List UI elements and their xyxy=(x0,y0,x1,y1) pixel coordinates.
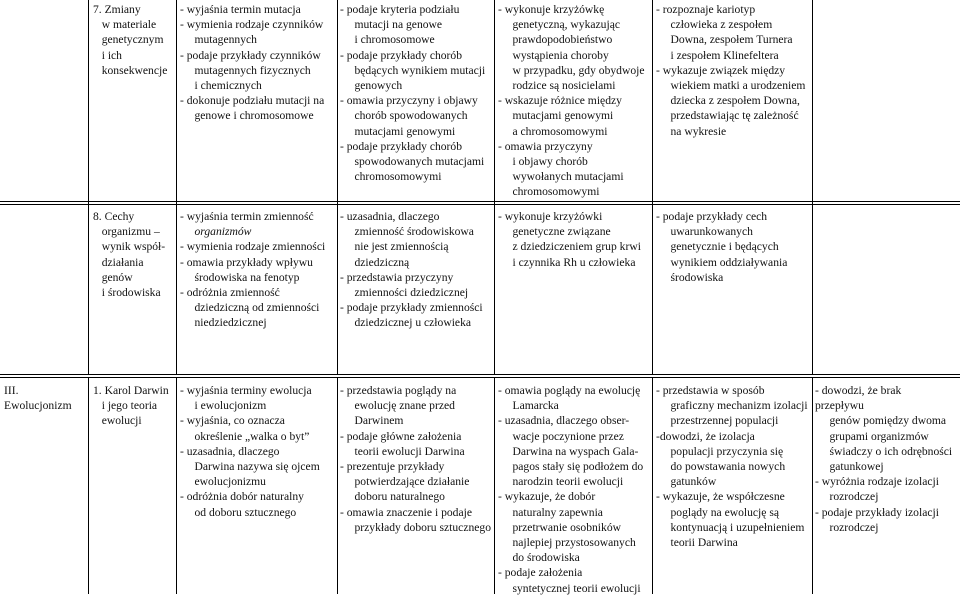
row8-requirements-dobra xyxy=(498,209,641,270)
text-line: pagos stały się podłożem do xyxy=(498,460,644,474)
text-line: i jego teoria xyxy=(93,399,158,413)
table-rule xyxy=(337,377,338,594)
text-line: genowych xyxy=(340,79,403,93)
text-line: i środowiska xyxy=(93,286,161,300)
text-line: - podaje przykłady izolacji xyxy=(815,505,939,519)
text-line: Darwina nazywa się ojcem xyxy=(180,460,320,474)
text-line: - odróżnia zmienność xyxy=(180,286,280,300)
text-line: genowe i chromosomowe xyxy=(180,109,314,123)
text-line: przepływu xyxy=(815,399,864,413)
text-line: - wykonuje krzyżówki xyxy=(498,210,603,223)
text-line: - dowodzi, że brak xyxy=(815,384,902,397)
text-line: i ich xyxy=(93,48,122,62)
text-line: kontynuacją i uzupełnieniem xyxy=(656,520,805,534)
text-line: wynikiem oddziaływania xyxy=(656,255,788,269)
text-line: - podaje przykłady czynników xyxy=(180,48,321,62)
text-line: - przedstawia w sposób xyxy=(656,384,765,397)
text-line: chromosomowymi xyxy=(340,170,442,184)
text-line: i chemicznych xyxy=(180,79,262,93)
text-line: potwierdzające działanie xyxy=(340,475,470,489)
text-line: nie jest zmiennością xyxy=(340,240,449,254)
text-line: Downa, zespołem Turnera xyxy=(656,33,793,47)
text-line: gatunkowej xyxy=(815,460,884,474)
table-rule xyxy=(0,377,960,378)
text-line: - podaje przykłady chorób xyxy=(340,48,463,62)
text-line: - dokonuje podziału mutacji na xyxy=(180,94,325,108)
row8-requirements-dostateczna xyxy=(340,209,483,331)
text-line: - wykazuje związek między xyxy=(656,63,786,77)
table-rule xyxy=(0,374,960,375)
text-line: wynik współ- xyxy=(93,240,166,254)
text-line: - przedstawia przyczyny xyxy=(340,270,454,284)
text-line: genetycznie i będących xyxy=(656,240,779,254)
text-line: na wykresie xyxy=(656,124,727,138)
text-line: mutagennych xyxy=(180,33,257,47)
text-line: - wyróżnia rodzaje izolacji xyxy=(815,475,939,489)
text-line: -dowodzi, że izolacja xyxy=(656,429,755,443)
text-line: mutacjami genowymi xyxy=(340,124,456,138)
text-line: - uzasadnia, dlaczego xyxy=(180,444,280,458)
evolution-requirements-celujaca xyxy=(815,383,952,535)
text-line: - wykazuje, że dobór xyxy=(498,490,596,504)
text-line: przedstawiając tę zależność xyxy=(656,109,799,123)
text-line: Ewolucjonizm xyxy=(4,399,72,413)
text-line: mutagennych fizycznych xyxy=(180,63,311,77)
text-line: konsekwencje xyxy=(93,63,168,77)
text-line: dziedziczną od zmienności xyxy=(180,301,320,315)
row8-requirements-dopuszczajaca xyxy=(180,209,325,331)
text-line: genów pomiędzy dwoma xyxy=(815,414,947,428)
evolution-topic xyxy=(93,383,169,429)
text-line: 8. Cechy xyxy=(93,210,135,223)
text-line: III. xyxy=(4,384,19,397)
row7-topic xyxy=(93,2,167,78)
text-line: dziedzicznej u człowieka xyxy=(340,316,472,330)
text-line: - uzasadnia, dlaczego xyxy=(340,210,440,223)
text-line: - podaje główne założenia xyxy=(340,429,462,443)
text-line: chorób spowodowanych xyxy=(340,109,468,123)
text-line: - rozpoznaje kariotyp xyxy=(656,3,756,16)
text-line: - omawia poglądy na ewolucję xyxy=(498,384,641,397)
text-line: - wyjaśnia termin zmienność xyxy=(180,210,314,223)
text-line: określenie „walka o byt” xyxy=(180,429,310,443)
text-line: populacji przyczynia się xyxy=(656,444,784,458)
text-line: - wyjaśnia terminy ewolucja xyxy=(180,384,312,397)
table-rule xyxy=(88,0,89,375)
text-line: - omawia przyczyny i objawy xyxy=(340,94,478,108)
text-line: z dziedziczeniem grup krwi xyxy=(498,240,641,254)
text-line: ewolucjonizmu xyxy=(180,475,266,489)
table-rule xyxy=(0,204,960,205)
text-line: ewolucji xyxy=(93,414,142,428)
text-line: mutacjami genowymi xyxy=(498,109,614,123)
text-line: organizmu – xyxy=(93,225,160,239)
row7-requirements-dobra xyxy=(498,2,645,200)
text-line: przetrwanie osobników xyxy=(498,520,621,534)
text-line: - omawia znaczenie i podaje xyxy=(340,505,472,519)
text-line: przykłady doboru sztucznego xyxy=(340,520,491,534)
row8-requirements-bardzo-dobra xyxy=(656,209,787,285)
text-line: - wyjaśnia termin mutacja xyxy=(180,3,301,16)
text-line: doboru naturalnego xyxy=(340,490,445,504)
row7-requirements-dostateczna xyxy=(340,2,485,184)
text-line: narodzin teorii ewolucji xyxy=(498,475,624,489)
text-line: rozrodczej xyxy=(815,490,879,504)
text-line: 1. Karol Darwin xyxy=(93,384,169,397)
text-line: - podaje założenia xyxy=(498,566,583,580)
table-rule xyxy=(337,0,338,375)
text-line: zmienności dziedzicznej xyxy=(340,286,469,300)
text-line: prawdopodobieństwo xyxy=(498,33,613,47)
evolution-requirements-bardzo-dobra xyxy=(656,383,808,550)
text-line: - omawia przyczyny xyxy=(498,139,593,153)
text-line: - podaje kryteria podziału xyxy=(340,3,460,16)
text-line: działania xyxy=(93,255,144,269)
row7-requirements-bardzo-dobra xyxy=(656,2,805,139)
evolution-requirements-dopuszczajaca xyxy=(180,383,320,520)
text-line: - wykazuje, że współczesne xyxy=(656,490,785,504)
text-line: - podaje przykłady zmienności xyxy=(340,301,483,315)
text-line: chromosomowymi xyxy=(498,185,600,199)
text-line: wacje poczynione przez xyxy=(498,429,624,443)
table-rule xyxy=(812,0,813,375)
text-line: syntetycznej teorii ewolucji xyxy=(498,581,641,595)
text-line: ewolucję znane przed xyxy=(340,399,455,413)
text-line: - przedstawia poglądy na xyxy=(340,384,457,397)
text-line: dziecka z zespołem Downa, xyxy=(656,94,800,108)
text-line: spowodowanych mutacjami xyxy=(340,155,485,169)
text-line: wywołanych mutacjami xyxy=(498,170,624,184)
text-line: genetycznym xyxy=(93,33,164,47)
table-rule xyxy=(176,377,177,594)
text-line: - prezentuje przykłady xyxy=(340,460,445,474)
text-line: - wymienia rodzaje czynników xyxy=(180,18,324,32)
text-line: środowiska xyxy=(656,270,724,284)
table-rule xyxy=(652,377,653,594)
text-line: teorii ewolucji Darwina xyxy=(340,444,465,458)
evolution-requirements-dobra xyxy=(498,383,643,596)
text-line: gatunków xyxy=(656,475,717,489)
text-line: od doboru sztucznego xyxy=(180,505,297,519)
text-line: - podaje przykłady cech xyxy=(656,210,768,223)
text-line: dziedziczną xyxy=(340,255,410,269)
text-line: naturalny zapewnia xyxy=(498,505,603,519)
text-line: - wskazuje różnice między xyxy=(498,94,622,108)
text-line: Darwina na wyspach Gala- xyxy=(498,444,639,458)
text-line: człowieka z zespołem xyxy=(656,18,773,32)
text-line: środowiska na fenotyp xyxy=(180,270,300,284)
text-line: przestrzennej populacji xyxy=(656,414,779,428)
text-line: - odróżnia dobór naturalny xyxy=(180,490,304,504)
text-line: i zespołem Klinefeltera xyxy=(656,48,779,62)
text-line: wiekiem matki a urodzeniem xyxy=(656,79,806,93)
text-line: mutacji na genowe xyxy=(340,18,443,32)
text-line: Darwinem xyxy=(340,414,404,428)
text-line: - omawia przykłady wpływu xyxy=(180,255,313,269)
text-line: genów xyxy=(93,270,133,284)
text-line: - uzasadnia, dlaczego obser- xyxy=(498,414,630,428)
row7-requirements-dopuszczajaca xyxy=(180,2,324,124)
text-line: i czynnika Rh u człowieka xyxy=(498,255,636,269)
text-line: wystąpienia choroby xyxy=(498,48,609,62)
table-rule xyxy=(652,0,653,375)
table-rule xyxy=(494,377,495,594)
table-rule xyxy=(88,377,89,594)
text-line: do powstawania nowych xyxy=(656,460,786,474)
text-line: rozrodczej xyxy=(815,520,879,534)
text-line: grupami organizmów xyxy=(815,429,929,443)
text-line: najlepiej przystosowanych xyxy=(498,536,636,550)
text-line: teorii Darwina xyxy=(656,536,738,550)
text-line: - wymienia rodzaje zmienności xyxy=(180,240,326,254)
text-line: będących wynikiem mutacji xyxy=(340,63,486,77)
text-line: Lamarcka xyxy=(498,399,559,413)
text-line: rodzice są nosicielami xyxy=(498,79,616,93)
text-line: i objawy chorób xyxy=(498,155,588,169)
table-rule xyxy=(176,0,177,375)
text-line: graficzny mechanizm izolacji xyxy=(656,399,808,413)
text-line: świadczy o ich odrębności xyxy=(815,444,953,458)
table-rule xyxy=(494,0,495,375)
text-line: uwarunkowanych xyxy=(656,225,753,239)
text-line: w materiale xyxy=(93,18,157,32)
text-line: w przypadku, gdy obydwoje xyxy=(498,63,645,77)
text-line: genetyczne związane xyxy=(498,225,611,239)
text-line: - wyjaśnia, co oznacza xyxy=(180,414,285,428)
table-rule xyxy=(812,377,813,594)
table-rule xyxy=(0,201,960,202)
text-line: organizmów xyxy=(180,225,252,239)
text-line: 7. Zmiany xyxy=(93,3,141,16)
text-line: niedziedzicznej xyxy=(180,316,267,330)
section-heading xyxy=(4,383,72,413)
text-line: genetyczną, wykazując xyxy=(498,18,620,32)
text-line: i ewolucjonizm xyxy=(180,399,267,413)
text-line: do środowiska xyxy=(498,551,580,565)
text-line: a chromosomowymi xyxy=(498,124,608,138)
text-line: poglądy na ewolucję są xyxy=(656,505,779,519)
text-line: - podaje przykłady chorób xyxy=(340,139,463,153)
text-line: - wykonuje krzyżówkę xyxy=(498,3,605,16)
text-line: i chromosomowe xyxy=(340,33,435,47)
text-line: zmienność środowiskowa xyxy=(340,225,474,239)
evolution-requirements-dostateczna xyxy=(340,383,491,535)
row8-topic xyxy=(93,209,165,300)
